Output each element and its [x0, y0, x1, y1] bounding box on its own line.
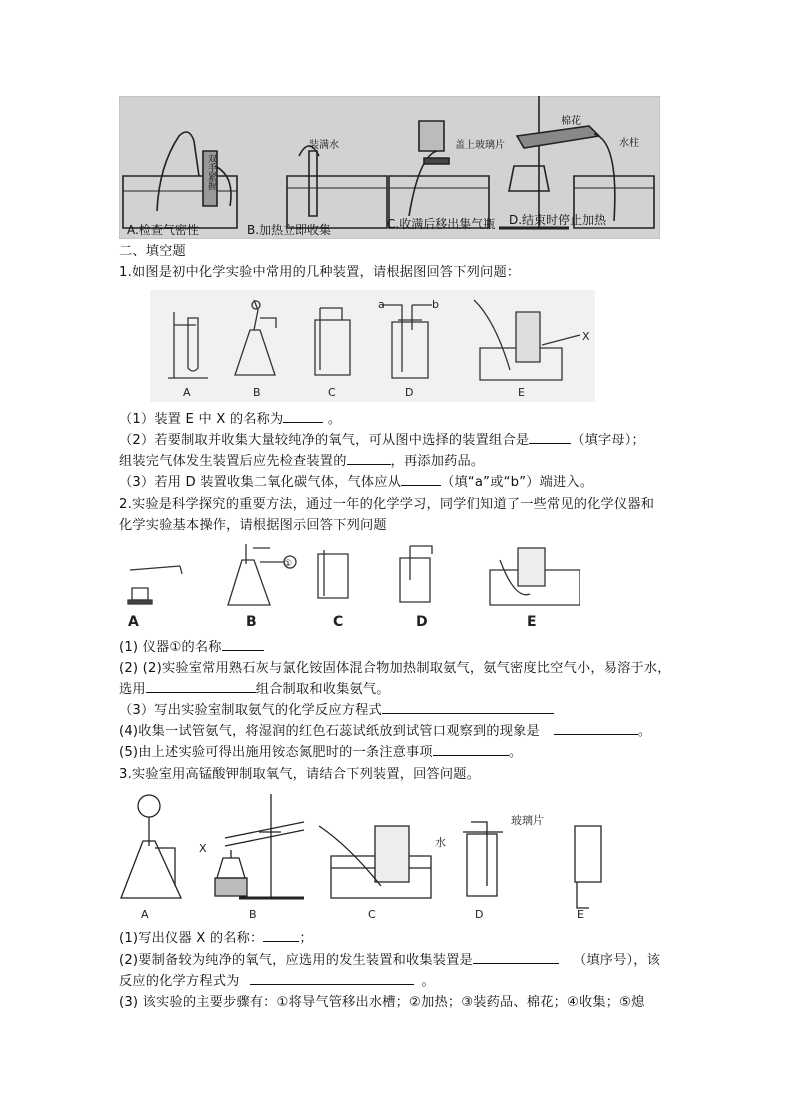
q1-label-b: b — [432, 298, 439, 311]
panel-c-note: 盖上玻璃片 — [455, 140, 505, 151]
q2-part2b-end: 组合制取和收集氨气。 — [255, 682, 390, 697]
q2-apparatus-image — [120, 540, 580, 632]
q2-part4-text: (4)收集一试管氨气，将湿润的红色石蕊试纸放到试管口观察到的现象是 — [119, 724, 540, 739]
q1-label-x: X — [582, 330, 590, 343]
q1-part2b — [119, 451, 484, 472]
q2-part5 — [119, 742, 522, 763]
q1-fig-label-b: B — [253, 386, 261, 399]
q3-stem: 3.实验室用高锰酸钾制取氧气，请结合下列装置，回答问题。 — [119, 767, 481, 782]
q1-part1-text: （1）装置 E 中 X 的名称为 — [119, 412, 284, 427]
q3-label-x: X — [199, 842, 207, 855]
q2-part2a: (2) (2)实验室常用熟石灰与氯化铵固体混合物加热制取氨气，氨气密度比空气小，易溶于水， — [119, 661, 671, 676]
q3-label-water: 水 — [435, 836, 446, 849]
q3-part2b-blank[interactable] — [250, 971, 414, 985]
q2-circle-label: ① — [284, 559, 293, 569]
q1-part3-blank[interactable] — [401, 472, 441, 486]
q3-part2a-blank[interactable] — [473, 950, 559, 964]
q1-part1-blank[interactable] — [283, 409, 323, 423]
q1-fig-label-a: A — [183, 386, 191, 399]
q1-part2b-end: ，再添加药品。 — [390, 454, 485, 469]
panel-d-note2: 水柱 — [619, 138, 639, 149]
q1-part2b-text: 组装完气体发生装置后应先检查装置的 — [119, 454, 347, 469]
q3-part3: (3) 该实验的主要步骤有：①将导气管移出水槽；②加热；③装药品、棉花；④收集；⑤熄 — [119, 995, 645, 1010]
q1-part2a — [119, 430, 645, 451]
q1-part1-end: 。 — [327, 412, 342, 427]
q2-fig-label-e: E — [527, 614, 537, 630]
q2-part3-text: （3）写出实验室制取氨气的化学反应方程式 — [119, 703, 382, 718]
q2-part1-blank[interactable] — [222, 637, 264, 651]
q3-fig-label-c: C — [368, 908, 376, 921]
q3-part2b — [119, 971, 435, 992]
q3-part2b-end: 。 — [421, 974, 435, 989]
panel-a-caption: A.检查气密性 — [127, 223, 199, 237]
q1-fig-label-c: C — [328, 386, 336, 399]
q3-part2b-text: 反应的化学方程式为 — [119, 974, 240, 989]
q2-fig-label-b: B — [246, 614, 257, 630]
q1-part2a-text: （2）若要制取并收集大量较纯净的氧气，可从图中选择的装置组合是 — [119, 433, 530, 448]
panel-a-note: 双手紧握 — [206, 154, 216, 190]
panel-d-caption: D.结束时停止加热 — [509, 213, 607, 227]
q3-label-glass: 玻璃片 — [511, 814, 544, 827]
q2-stem-line2: 化学实验基本操作，请根据图示回答下列问题 — [119, 518, 387, 533]
q1-fig-label-e: E — [518, 386, 525, 399]
q2-part1 — [119, 637, 264, 658]
panel-c-caption: C.收满后移出集气瓶 — [387, 217, 496, 231]
q2-part5-text: (5)由上述实验可得出施用铵态氮肥时的一条注意事项 — [119, 745, 433, 760]
section-title: 二、填空题 — [119, 244, 186, 259]
q1-part3 — [119, 472, 593, 493]
q3-part1 — [119, 928, 313, 949]
q3-part1-text: (1)写出仪器 X 的名称： — [119, 931, 264, 946]
q3-part2a-end: （填序号），该 — [572, 953, 661, 968]
q1-part2a-end: （填字母）； — [571, 433, 645, 448]
q2-part5-end: 。 — [508, 745, 523, 760]
q3-fig-label-d: D — [475, 908, 484, 921]
q1-part3-text: （3）若用 D 装置收集二氧化碳气体，气体应从 — [119, 475, 402, 490]
q3-part1-end: ； — [299, 931, 313, 946]
q1-label-a: a — [378, 298, 385, 311]
top-figure — [119, 96, 660, 239]
q1-figure — [150, 290, 595, 402]
q3-apparatus-image — [119, 786, 605, 922]
q2-part4 — [119, 721, 651, 742]
q2-part2b — [119, 679, 390, 700]
q1-part2a-blank[interactable] — [529, 430, 571, 444]
q3-fig-label-e: E — [577, 908, 584, 921]
q1-apparatus-image — [150, 290, 595, 402]
q2-part4-end: 。 — [637, 724, 652, 739]
q2-part2b-text: 选用 — [119, 682, 146, 697]
q1-part1 — [119, 409, 341, 430]
q2-part1-text: (1) 仪器①的名称 — [119, 640, 222, 655]
q3-part2a — [119, 950, 660, 971]
q3-fig-label-b: B — [249, 908, 257, 921]
q2-figure — [120, 540, 580, 632]
q2-fig-label-c: C — [333, 614, 344, 630]
q3-fig-label-a: A — [141, 908, 149, 921]
panel-b-note: 装满水 — [309, 140, 339, 151]
q3-figure — [119, 786, 605, 922]
q2-part2b-blank[interactable] — [146, 679, 256, 693]
q2-part5-blank[interactable] — [433, 742, 509, 756]
panel-d-note1: 棉花 — [561, 116, 581, 127]
q2-part3-blank[interactable] — [382, 700, 554, 714]
q1-fig-label-d: D — [405, 386, 414, 399]
q1-stem: 1.如图是初中化学实验中常用的几种装置，请根据图回答下列问题： — [119, 265, 521, 280]
q3-part1-blank[interactable] — [263, 928, 299, 942]
q2-stem-line1: 2.实验是科学探究的重要方法，通过一年的化学学习，同学们知道了一些常见的化学仪器和 — [119, 497, 655, 512]
q2-part4-blank[interactable] — [554, 721, 638, 735]
q2-fig-label-a: A — [128, 614, 139, 630]
q1-part2b-blank[interactable] — [347, 451, 391, 465]
q1-part3-end: （填“a”或“b”）端进入。 — [441, 475, 594, 490]
q3-part2a-text: (2)要制备较为纯净的氧气，应选用的发生装置和收集装置是 — [119, 953, 473, 968]
q2-part3 — [119, 700, 554, 721]
top-figure-image — [119, 96, 660, 239]
q2-fig-label-d: D — [416, 614, 428, 630]
panel-b-caption: B.加热立即收集 — [247, 223, 332, 237]
